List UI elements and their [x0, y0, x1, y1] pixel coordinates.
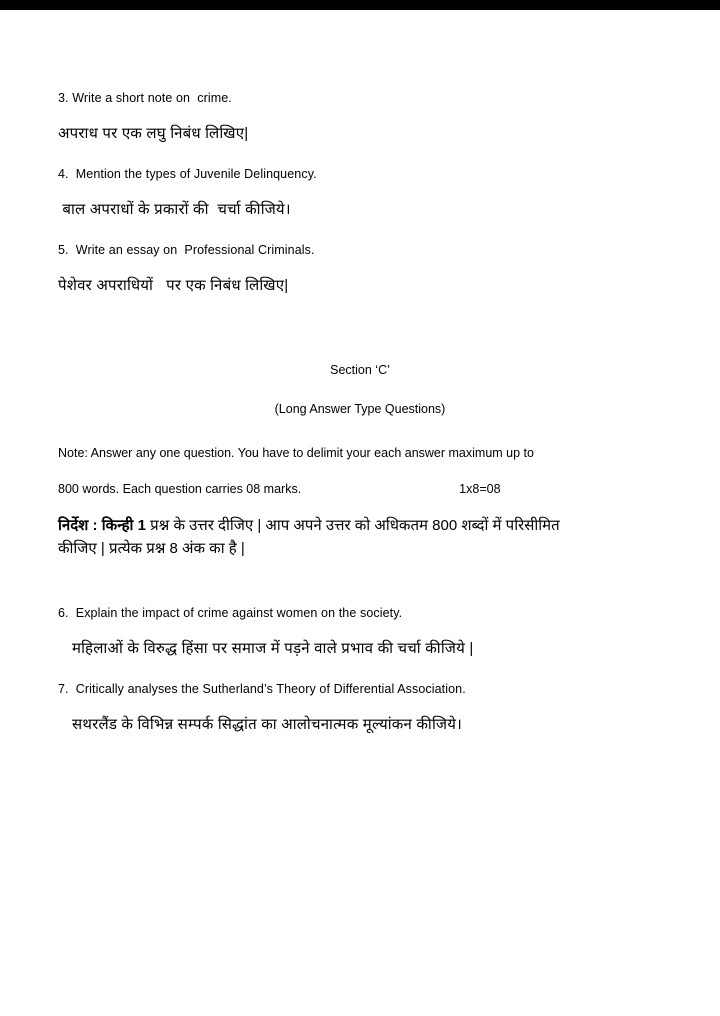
page-top-border	[0, 0, 720, 10]
question-5-hindi: पेशेवर अपराधियों पर एक निबंध लिखिए|	[58, 277, 289, 295]
question-7-english: 7. Critically analyses the Sutherland’s Theory of Differential Association.	[58, 681, 466, 696]
question-3-english: 3. Write a short note on crime.	[58, 91, 232, 105]
question-7-hindi: सथरलैंड के विभिन्न सम्पर्क सिद्धांत का आलोचनात्मक मूल्यांकन कीजिये।	[72, 715, 463, 733]
nirdesh-line-1: प्रश्न के उत्तर दीजिए | आप अपने उत्तर को अधिकतम 800 शब्दों में परिसीमित	[145, 517, 560, 535]
section-c-note-line-1: Note: Answer any one question. You have to delimit your each answer maximum up to	[58, 446, 534, 461]
section-c-note-line-2: 800 words. Each question carries 08 marks.	[58, 482, 302, 497]
spacer-before-section-c	[58, 318, 662, 362]
question-6-hindi: महिलाओं के विरुद्ध हिंसा पर समाज में पड़ने वाले प्रभाव की चर्चा कीजिये |	[72, 639, 474, 657]
document-page	[0, 10, 720, 1016]
spacer-before-question-6	[58, 561, 662, 605]
question-4-hindi: बाल अपराधों के प्रकारों की चर्चा कीजिये।	[58, 201, 291, 218]
nirdesh-line-2: कीजिए | प्रत्येक प्रश्न 8 अंक का है |	[58, 540, 245, 558]
nirdesh-block	[58, 514, 662, 561]
question-6-english: 6. Explain the impact of crime against women on the society.	[58, 605, 403, 620]
section-c-subheading: (Long Answer Type Questions)	[274, 402, 446, 417]
question-3-hindi: अपराध पर एक लघु निबंध लिखिए|	[58, 124, 249, 142]
question-5-english: 5. Write an essay on Professional Criminals.	[58, 243, 315, 258]
question-4-english: 4. Mention the types of Juvenile Delinquency.	[58, 167, 317, 182]
nirdesh-label: निर्देश : किन्ही 1	[58, 517, 146, 535]
section-c-marks: 1x8=08	[459, 482, 501, 497]
section-c-note-line-2-row	[58, 478, 662, 502]
section-c-heading: Section ‘C’	[330, 363, 390, 378]
